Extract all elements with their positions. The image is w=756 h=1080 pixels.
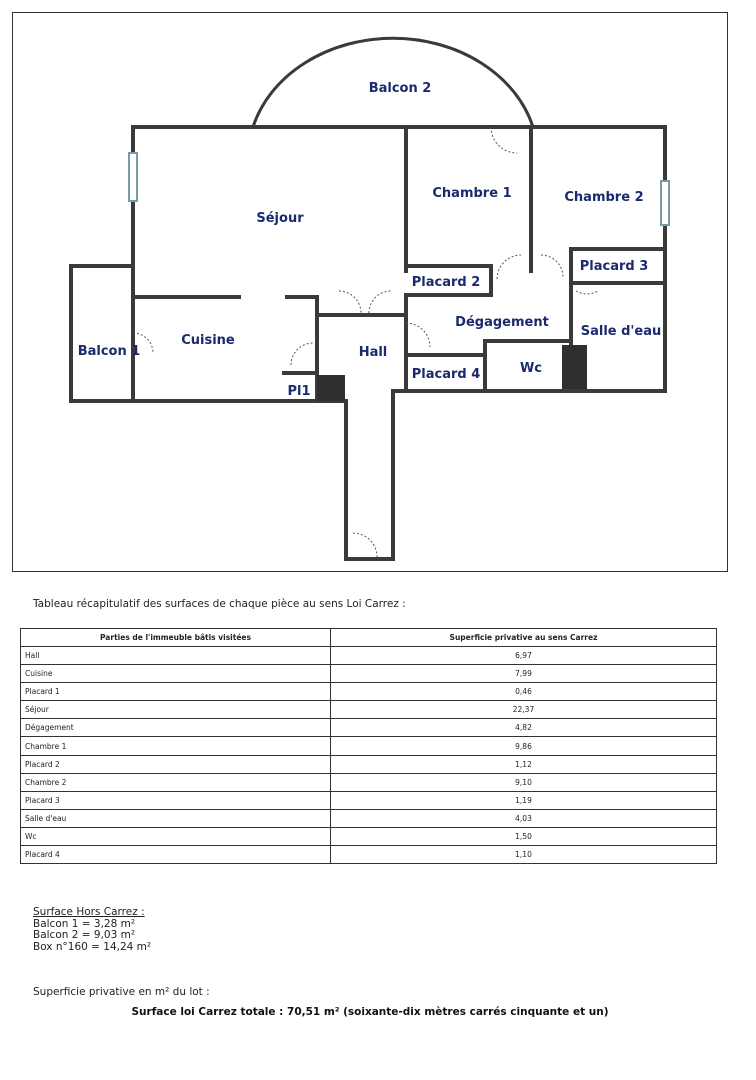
room-area: 9,10 <box>331 773 717 791</box>
room-label-sejour: Séjour <box>256 211 304 226</box>
room-name: Placard 4 <box>21 846 331 864</box>
room-label-chambre-2: Chambre 2 <box>564 190 644 205</box>
room-name: Chambre 2 <box>21 773 331 791</box>
table-row <box>21 755 717 773</box>
summary-caption: Tableau récapitulatif des surfaces de chaque pièce au sens Loi Carrez : <box>33 598 406 610</box>
table-row <box>21 827 717 845</box>
lot-label: Superficie privative en m² du lot : <box>33 986 210 998</box>
floor-plan-drawing <box>13 13 729 573</box>
table-row <box>21 719 717 737</box>
room-area: 6,97 <box>331 647 717 665</box>
table-row <box>21 773 717 791</box>
surface-table <box>20 628 717 864</box>
room-area: 7,99 <box>331 665 717 683</box>
table-row <box>21 809 717 827</box>
hors-carrez-line: Box n°160 = 14,24 m² <box>33 940 152 953</box>
table-row <box>21 647 717 665</box>
room-area: 4,03 <box>331 809 717 827</box>
floor-plan <box>12 12 728 572</box>
table-header-row <box>21 629 717 647</box>
room-label-cuisine: Cuisine <box>181 333 235 348</box>
room-label-placard-4: Placard 4 <box>411 367 481 382</box>
room-name: Placard 2 <box>21 755 331 773</box>
hors-carrez-line: Balcon 1 = 3,28 m² <box>33 917 136 930</box>
room-name: Hall <box>21 647 331 665</box>
room-label-hall: Hall <box>358 345 388 360</box>
room-name: Salle d'eau <box>21 809 331 827</box>
room-area: 1,19 <box>331 791 717 809</box>
room-area: 9,86 <box>331 737 717 755</box>
room-label-placard-2: Placard 2 <box>411 275 481 290</box>
room-name: Dégagement <box>21 719 331 737</box>
table-row <box>21 665 717 683</box>
table-row <box>21 737 717 755</box>
room-label-placard-3: Placard 3 <box>579 259 649 274</box>
room-name: Chambre 1 <box>21 737 331 755</box>
room-label-balcon-2: Balcon 2 <box>368 81 432 96</box>
room-label-degagement: Dégagement <box>455 315 549 330</box>
room-area: 1,10 <box>331 846 717 864</box>
room-name: Wc <box>21 827 331 845</box>
total-surface: Surface loi Carrez totale : 70,51 m² (soixante-dix mètres carrés cinquante et un) <box>131 1006 609 1018</box>
windows <box>129 153 669 225</box>
hors-carrez-line: Balcon 2 = 9,03 m² <box>33 929 136 941</box>
hors-carrez-title: Surface Hors Carrez : <box>33 906 145 918</box>
table-row <box>21 846 717 864</box>
room-label-balcon-1: Balcon 1 <box>77 344 141 359</box>
room-label-pl1: Pl1 <box>287 384 311 399</box>
table-row <box>21 701 717 719</box>
room-label-chambre-1: Chambre 1 <box>432 186 512 201</box>
room-name: Placard 1 <box>21 683 331 701</box>
room-area: 22,37 <box>331 701 717 719</box>
header-rooms: Parties de l'immeuble bâtis visitées <box>21 629 331 647</box>
header-area: Superficie privative au sens Carrez <box>331 629 717 647</box>
table-row <box>21 791 717 809</box>
table-row <box>21 683 717 701</box>
room-name: Séjour <box>21 701 331 719</box>
room-area: 1,50 <box>331 827 717 845</box>
room-name: Cuisine <box>21 665 331 683</box>
hors-carrez-section <box>33 907 151 953</box>
room-label-salle-deau: Salle d'eau <box>580 324 662 339</box>
room-name: Placard 3 <box>21 791 331 809</box>
room-area: 0,46 <box>331 683 717 701</box>
room-area: 4,82 <box>331 719 717 737</box>
room-label-wc: Wc <box>519 361 543 376</box>
room-area: 1,12 <box>331 755 717 773</box>
